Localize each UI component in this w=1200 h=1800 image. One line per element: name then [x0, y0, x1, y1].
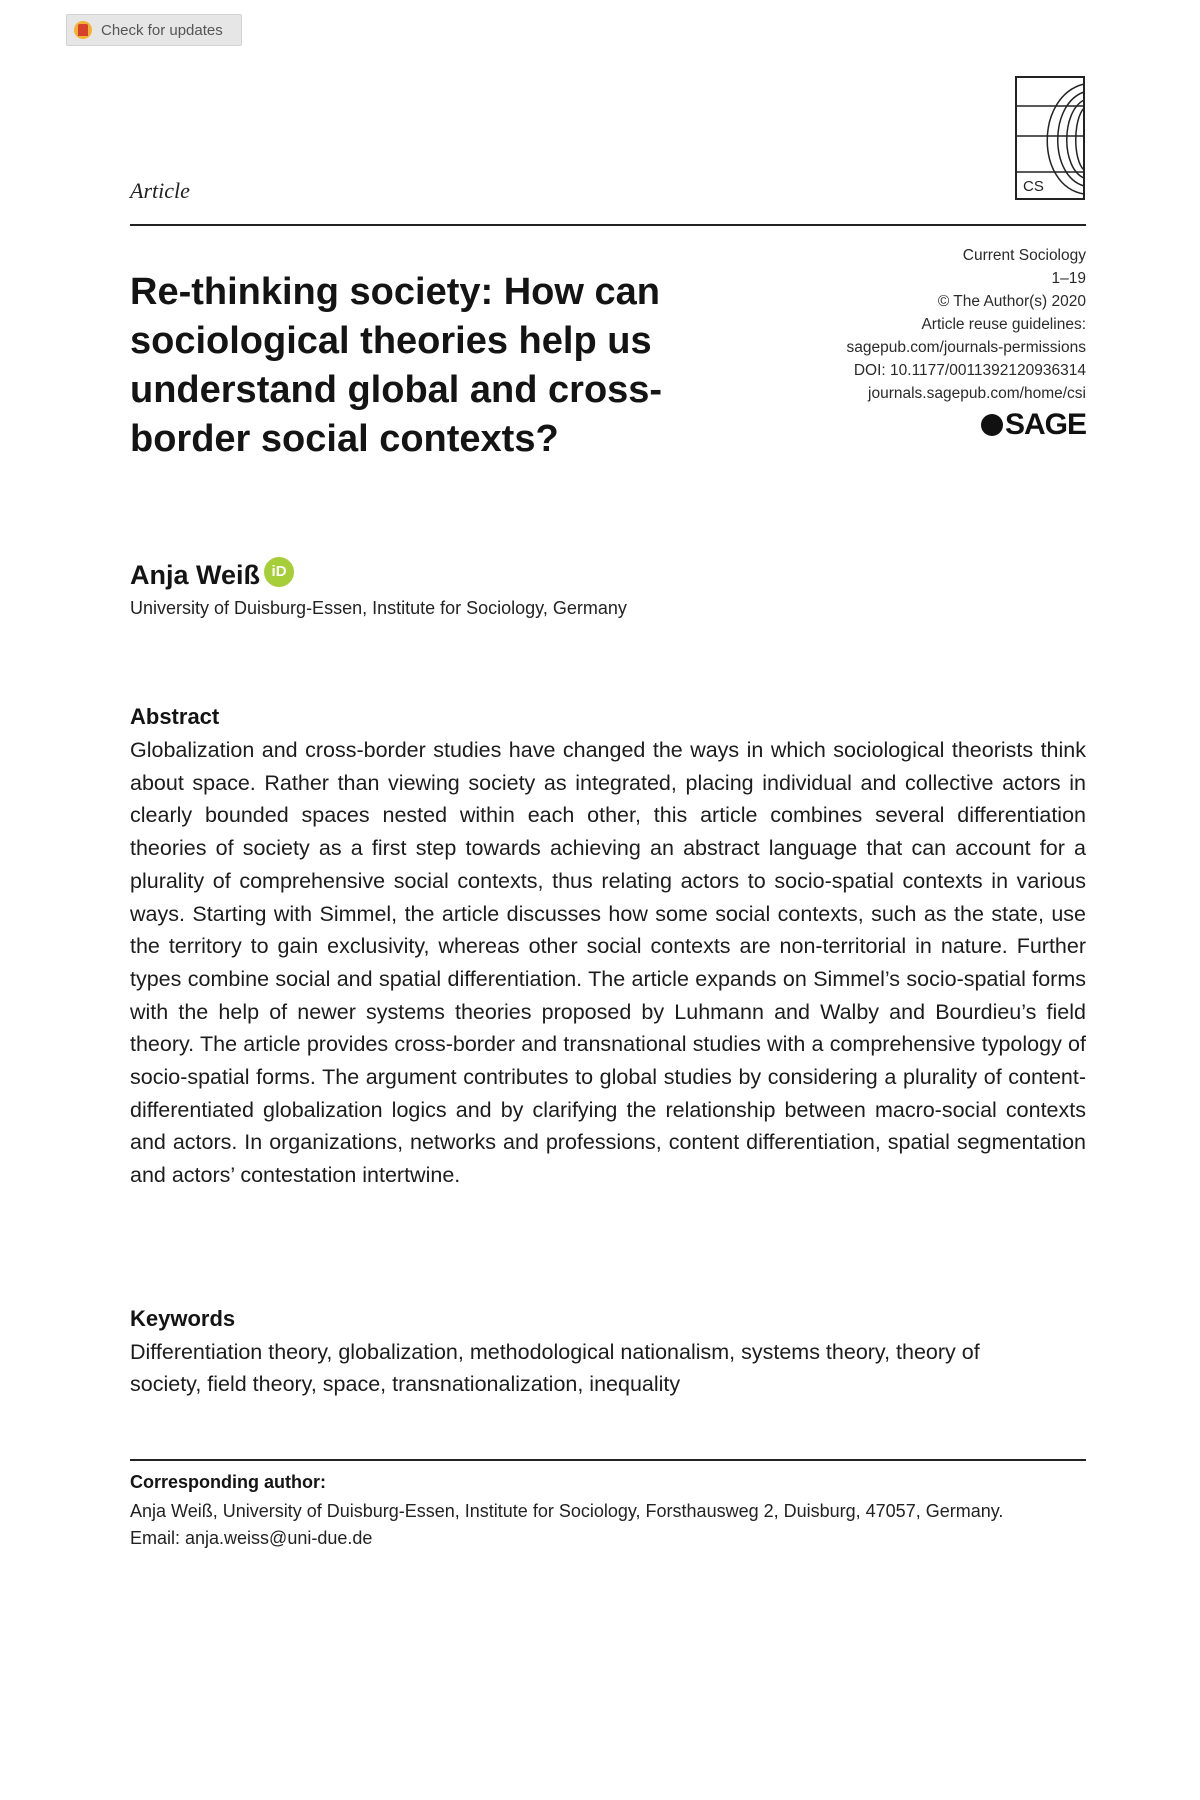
abstract-text: Globalization and cross-border studies have changed the ways in which sociological theorists think about space. Rather than viewing society as integrated, placing individual and collective actors in clearly bounded spaces nested within each other, this article combines several differentiation theories of society as a first step towards achieving an abstract language that can account for a plurality of comprehensive social contexts, thus relating actors to socio-spatial contexts in various ways. Starting with Simmel, the article discusses how some social contexts, such as the state, use the territory to gain exclusivity, whereas other social contexts are non-territorial in nature. Further types combine social and spatial differentiation. The article expands on Simmel’s socio-spatial forms with the help of newer systems theories proposed by Luhmann and Walby and Bourdieu’s field theory. The article provides cross-border and transnational studies with a comprehensive typology of socio-spatial forms. The argument contributes to global studies by considering a plurality of content-differentiated globalization logics and by clarifying the relationship between macro-social contexts and actors. In organizations, networks and professions, content differentiation, spatial segmentation and actors’ contestation intertwine.: [130, 738, 1086, 1188]
corresponding-author-info: [130, 1498, 1050, 1552]
article-title: Re-thinking society: How can sociological theories help us understand global and cross-border social contexts?: [130, 271, 663, 460]
keywords-text: Differentiation theory, globalization, methodological nationalism, systems theory, theory of society, field theory, space, transnationalization, inequality: [130, 1340, 980, 1396]
permissions-link[interactable]: sagepub.com/journals-permissions: [846, 339, 1086, 356]
sage-dot-icon: [981, 414, 1003, 436]
journal-home-link[interactable]: journals.sagepub.com/home/csi: [868, 385, 1086, 402]
copyright: © The Author(s) 2020: [937, 293, 1086, 310]
journal-name: Current Sociology: [962, 247, 1086, 264]
footnote-rule: [130, 1459, 1086, 1461]
doi[interactable]: DOI: 10.1177/0011392120936314: [853, 362, 1086, 379]
journal-logo: [1015, 76, 1085, 200]
check-for-updates-button[interactable]: [66, 14, 242, 46]
keywords-heading: Keywords: [130, 1306, 236, 1331]
article-type-label: Article: [130, 178, 190, 203]
page-range: 1–19: [1051, 270, 1086, 287]
check-for-updates-label: Check for updates: [101, 21, 223, 39]
publisher-name: SAGE: [1004, 408, 1086, 441]
abstract-heading: Abstract: [130, 704, 220, 729]
corresponding-address: Anja Weiß, University of Duisburg-Essen, Institute for Sociology, Forsthausweg 2, Duisburg, 47057, Germany.: [130, 1501, 1004, 1521]
author-affiliation: University of Duisburg-Essen, Institute for Sociology, Germany: [130, 598, 627, 618]
orcid-icon[interactable]: iD: [264, 557, 294, 587]
journal-meta: [726, 244, 1086, 405]
corresponding-email[interactable]: Email: anja.weiss@uni-due.de: [130, 1528, 373, 1548]
reuse-guidelines-label: Article reuse guidelines:: [921, 316, 1086, 333]
header-rule: [130, 224, 1086, 226]
journal-logo-text: CS: [1023, 178, 1044, 195]
author-name[interactable]: Anja Weiß: [130, 560, 261, 590]
corresponding-author-heading: Corresponding author:: [130, 1472, 326, 1492]
publisher-logo: [981, 408, 1086, 442]
author: [130, 560, 294, 591]
crossmark-icon: [74, 21, 92, 39]
